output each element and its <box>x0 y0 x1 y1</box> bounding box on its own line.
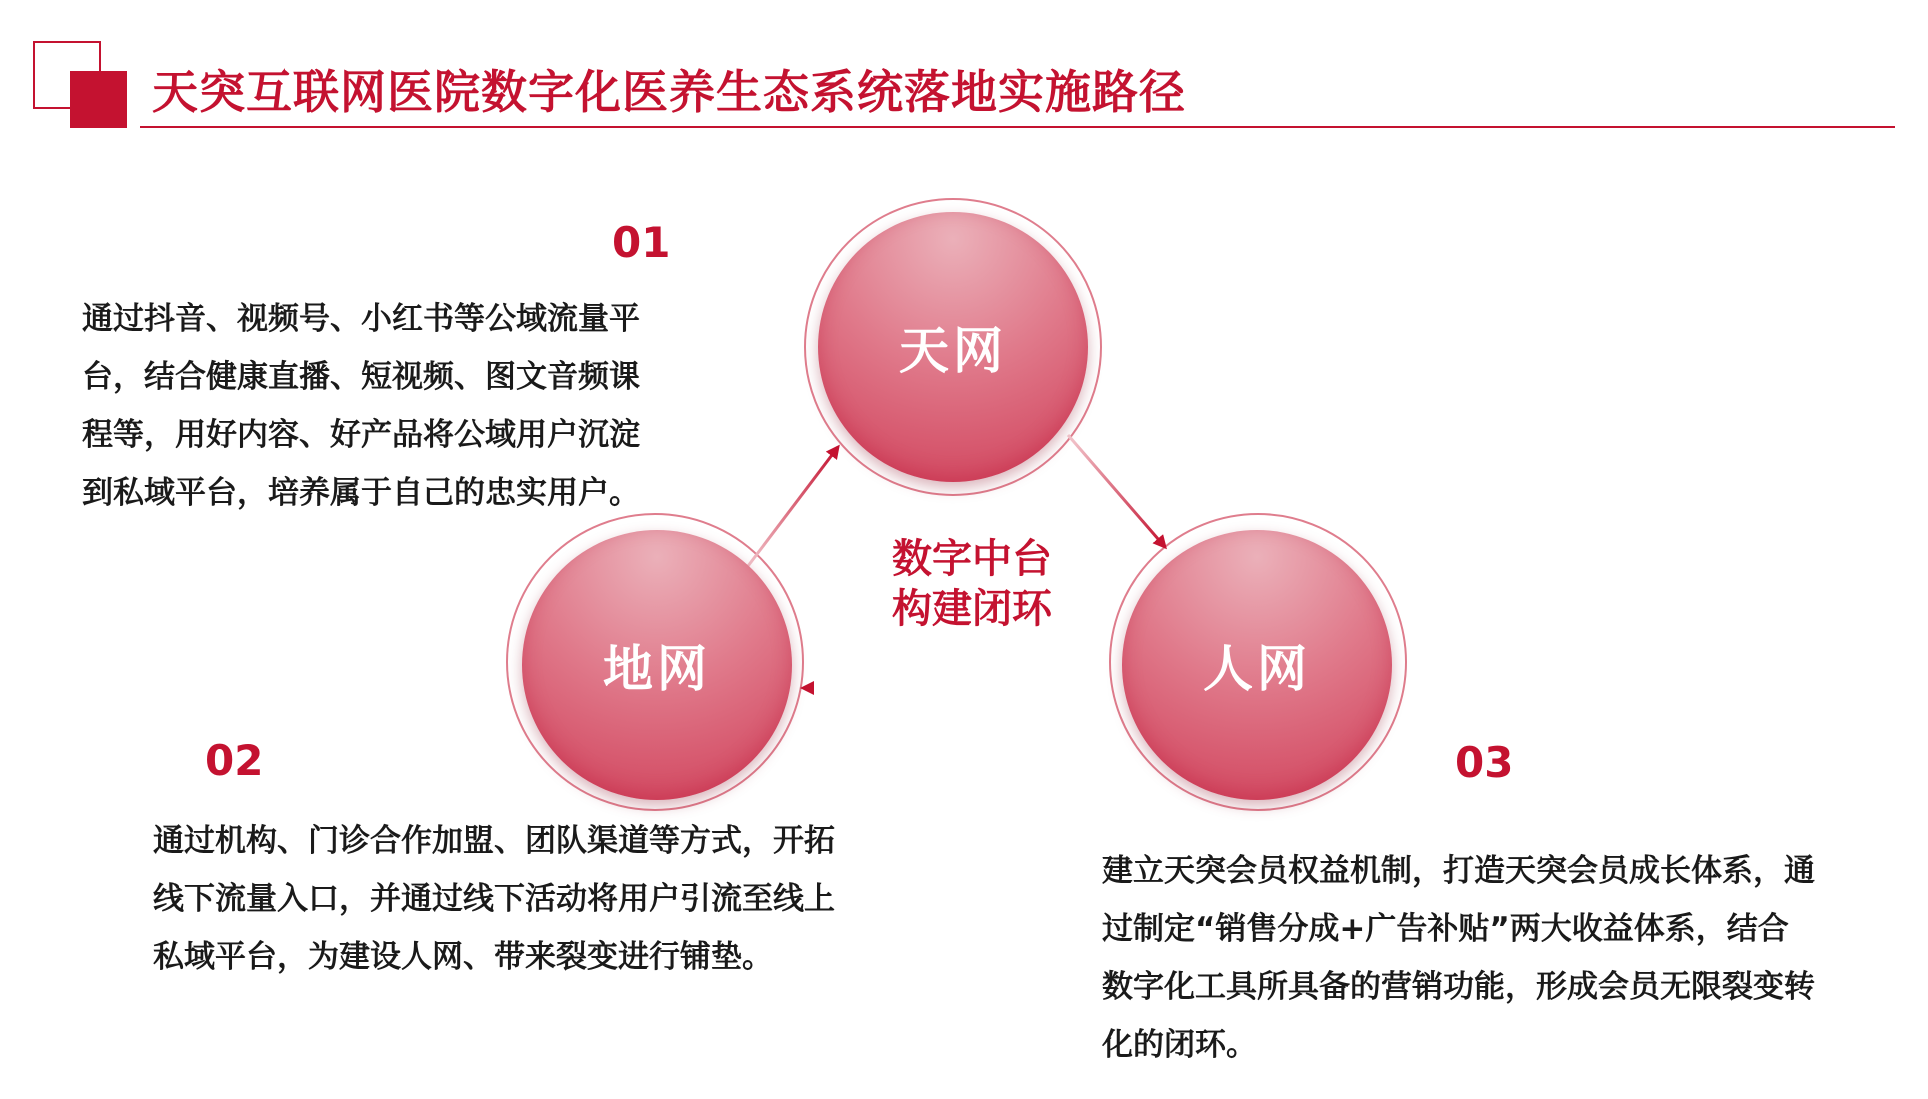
step-02-number: 02 <box>205 736 264 785</box>
step-03-number: 03 <box>1455 738 1514 787</box>
center-label-line-1: 数字中台 <box>892 536 1052 582</box>
desc-line: 过制定“销售分成+广告补贴”两大收益体系，结合 <box>1102 911 1789 947</box>
step-02-description <box>153 812 835 986</box>
step-01-description <box>82 290 640 522</box>
node-renwang <box>1122 530 1392 800</box>
desc-line: 数字化工具所具备的营销功能，形成会员无限裂变转 <box>1102 969 1815 1005</box>
step-03-description <box>1102 842 1815 1074</box>
arrow-tianwang-to-renwang <box>1068 435 1165 547</box>
center-label <box>862 534 1082 634</box>
desc-line: 化的闭环。 <box>1102 1027 1257 1063</box>
desc-line: 台，结合健康直播、短视频、图文音频课 <box>82 359 640 395</box>
desc-line: 建立天突会员权益机制，打造天突会员成长体系，通 <box>1102 853 1815 889</box>
step-01-number: 01 <box>612 218 671 267</box>
desc-line: 线下流量入口，并通过线下活动将用户引流至线上 <box>153 881 835 917</box>
center-label-line-2: 构建闭环 <box>892 586 1052 632</box>
node-tianwang <box>818 212 1088 482</box>
desc-line: 到私域平台，培养属于自己的忠实用户。 <box>82 475 640 511</box>
desc-line: 私域平台，为建设人网、带来裂变进行铺垫。 <box>153 939 773 975</box>
desc-line: 通过机构、门诊合作加盟、团队渠道等方式，开拓 <box>153 823 835 859</box>
desc-line: 通过抖音、视频号、小红书等公域流量平 <box>82 301 640 337</box>
page-title: 天突互联网医院数字化医养生态系统落地实施路径 <box>152 65 1186 119</box>
arrow-diwang-to-tianwang <box>745 447 838 570</box>
node-diwang <box>522 530 792 800</box>
node-label: 人网 <box>1203 640 1311 698</box>
node-label: 天网 <box>899 322 1007 380</box>
desc-line: 程等，用好内容、好产品将公域用户沉淀 <box>82 417 640 453</box>
node-label: 地网 <box>603 640 711 698</box>
